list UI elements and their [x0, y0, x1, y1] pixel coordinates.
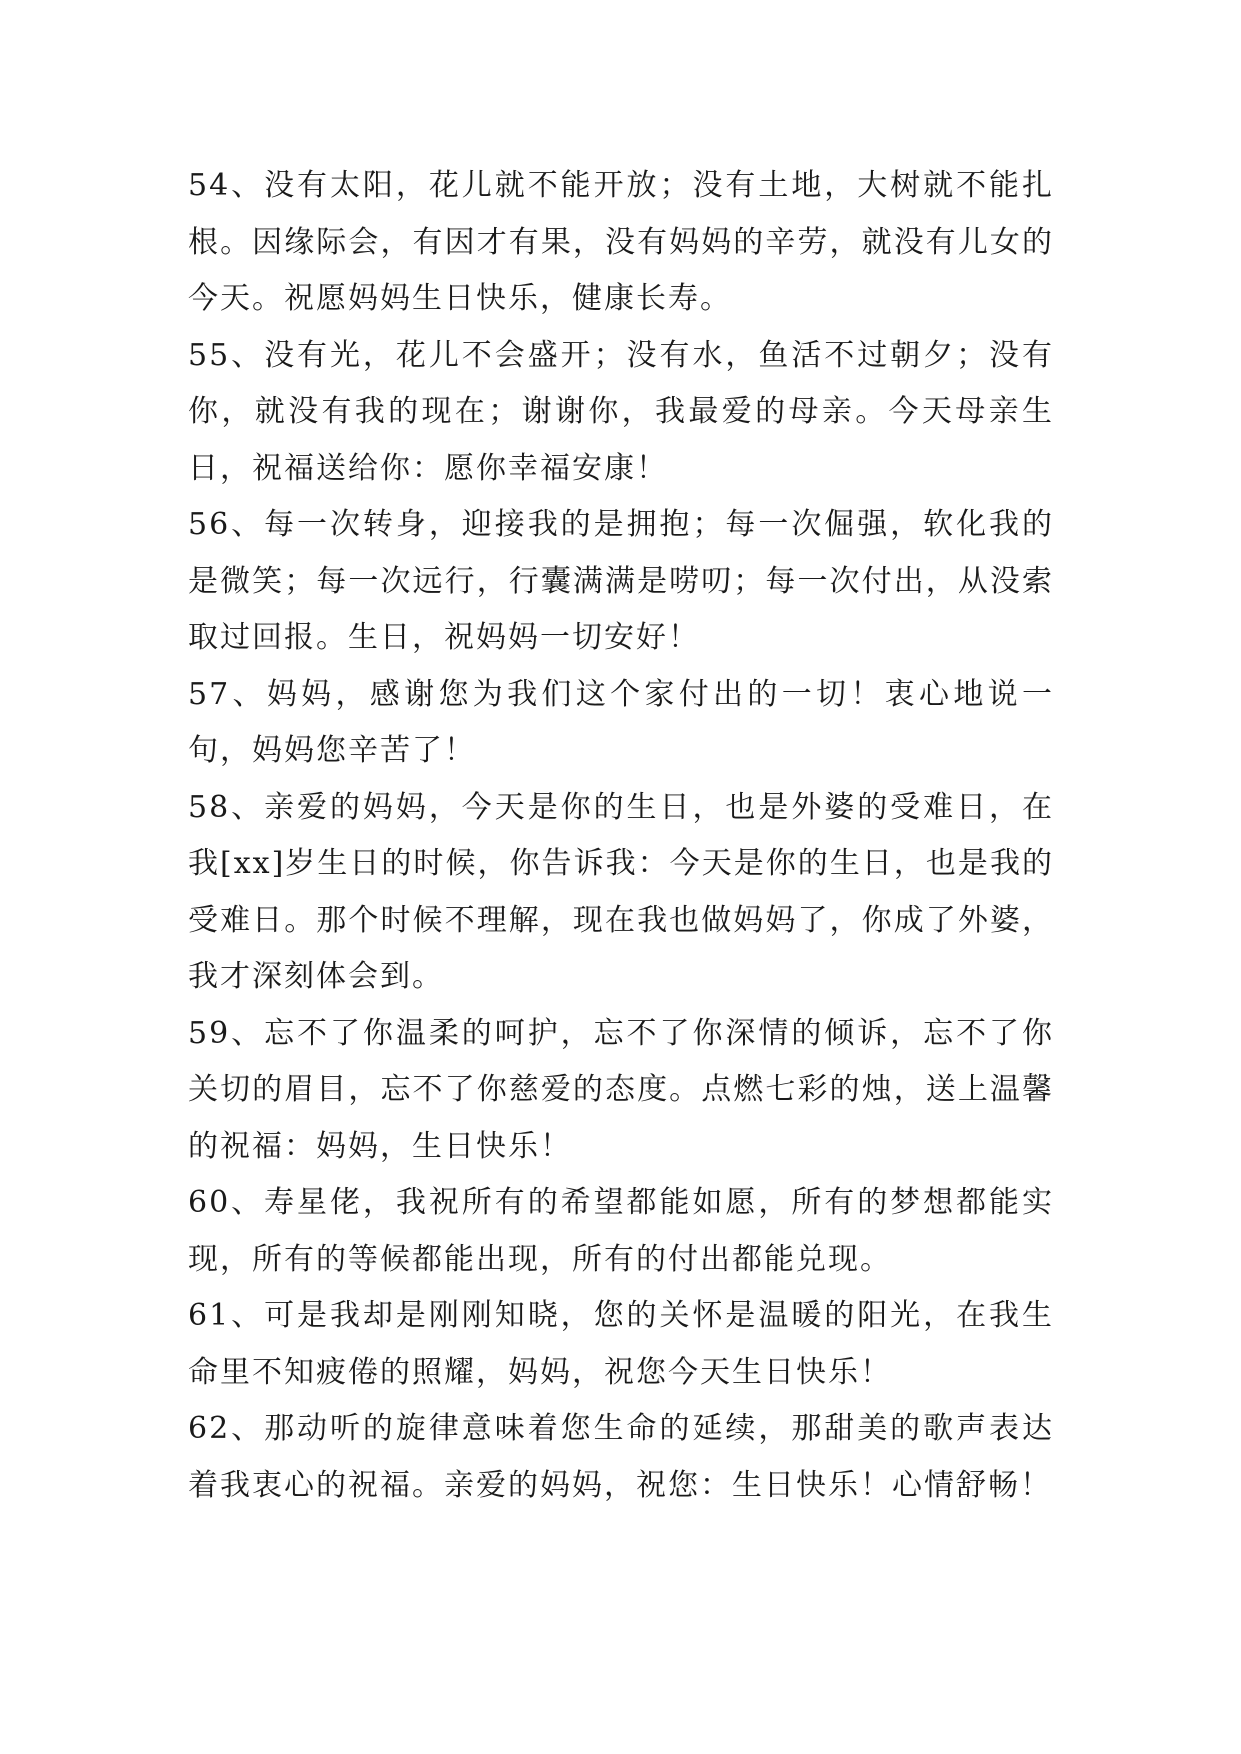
document-body: [188, 158, 1054, 1514]
wish-entry-59: 59、忘不了你温柔的呵护，忘不了你深情的倾诉，忘不了你关切的眉目，忘不了你慈爱的态度。点燃七彩的烛，送上温馨的祝福：妈妈，生日快乐！: [188, 1015, 1054, 1164]
wish-entry-54: 54、没有太阳，花儿就不能开放；没有土地，大树就不能扎根。因缘际会，有因才有果，没有妈妈的辛劳，就没有儿女的今天。祝愿妈妈生日快乐，健康长寿。: [188, 168, 1054, 316]
wish-entry-56: 56、每一次转身，迎接我的是拥抱；每一次倔强，软化我的是微笑；每一次远行，行囊满满是唠叨；每一次付出，从没索取过回报。生日，祝妈妈一切安好！: [188, 507, 1054, 655]
wish-entry-58: 58、亲爱的妈妈，今天是你的生日，也是外婆的受难日，在我[xx]岁生日的时候，你告诉我：今天是你的生日，也是我的受难日。那个时候不理解，现在我也做妈妈了，你成了外婆，我才深刻体会到。: [188, 789, 1054, 994]
wish-entry-55: 55、没有光，花儿不会盛开；没有水，鱼活不过朝夕；没有你，就没有我的现在；谢谢你，我最爱的母亲。今天母亲生日，祝福送给你：愿你幸福安康！: [188, 337, 1054, 486]
wish-entry-57: 57、妈妈，感谢您为我们这个家付出的一切！衷心地说一句，妈妈您辛苦了！: [188, 676, 1054, 768]
wish-entry-61: 61、可是我却是刚刚知晓，您的关怀是温暖的阳光，在我生命里不知疲倦的照耀，妈妈，祝您今天生日快乐！: [188, 1298, 1054, 1390]
wish-entry-62: 62、那动听的旋律意味着您生命的延续，那甜美的歌声表达着我衷心的祝福。亲爱的妈妈，祝您：生日快乐！心情舒畅！: [188, 1411, 1054, 1503]
wish-entry-60: 60、寿星佬，我祝所有的希望都能如愿，所有的梦想都能实现，所有的等候都能出现，所有的付出都能兑现。: [188, 1185, 1054, 1277]
